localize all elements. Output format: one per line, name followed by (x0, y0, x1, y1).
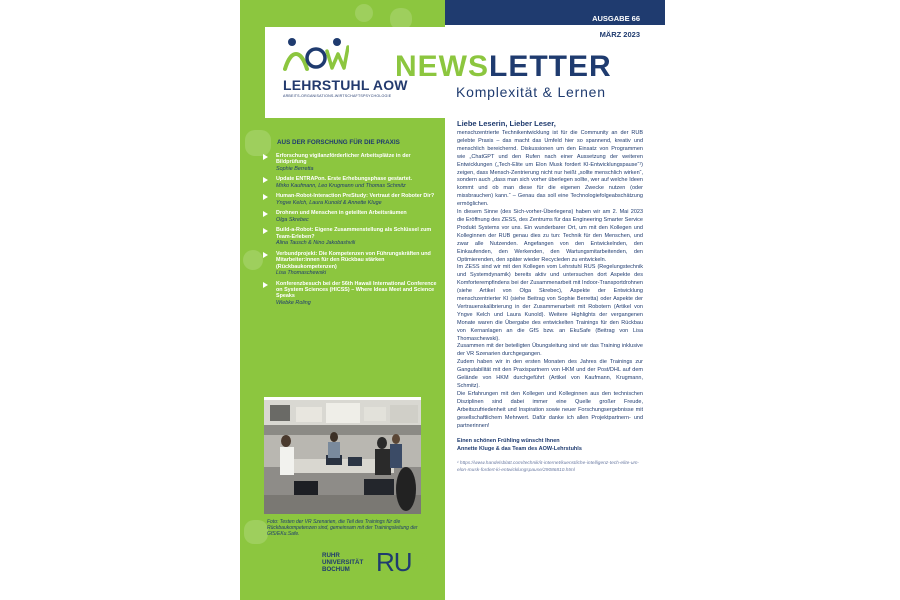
triangle-bullet-icon (263, 211, 268, 217)
triangle-bullet-icon (263, 194, 268, 200)
masthead-subtitle: Komplexität & Lernen (456, 84, 606, 100)
triangle-bullet-icon (263, 228, 268, 234)
masthead-title-letter: LETTER (489, 50, 612, 83)
aow-logo-mark-icon (283, 35, 349, 75)
letter-greeting: Liebe Leserin, Lieber Leser, (457, 119, 556, 128)
letter-body (457, 130, 643, 430)
university-name-line: BOCHUM (322, 566, 350, 574)
university-name-line: UNIVERSITÄT (322, 559, 364, 567)
letter-paragraph: Die Erfahrungen mit den Kollegen und Kolleginnen aus den technischen Disziplinen sind dabei immer eine Quelle großer Freude, Arbeitszufriedenheit und Inspiration sowie neuer Forschungsergebnisse mit gesellschaftlichem Mehrwert. Dafür danke ich allen Projektpartnern- und partnerinnen! (457, 390, 643, 429)
letter-paragraph: In diesem Sinne (des Sich-vorher-Überlegens) haben wir am 2. Mai 2023 die Eröffnung des ZESS, des Zentrums für das Engineering Smarter Service Produkt Systems vor uns. Ein wunderbarer Ort, um mit den Kollegen und Kolleginnen der RUB genau dies zu tun: Technik für den Menschen, und zwar alle Nutzenden. Angefangen von den Entwickelnden, den Einkaufenden, den Werkenden, den Wartungsmitarbeitenden, den Optimierenden, den später wieder Recycleden zu entwickeln. (457, 209, 643, 263)
toc-item[interactable] (260, 153, 440, 172)
toc-item[interactable] (260, 193, 440, 206)
triangle-bullet-icon (263, 154, 268, 160)
letter-paragraph: Zusammen mit der beteiligten Übungsleitung sind wir das Training inklusive der VR Szenarien durchgegangen. (457, 343, 643, 358)
vr-training-photo (264, 397, 421, 514)
toc-item-title: Verbundprojekt: Die Kompetenzen von Führungskräften und Mitarbeiter:innen für den Rückbau stärken (Rückbaukompetenzen) (276, 250, 431, 270)
footnote-link[interactable]: ¹ https://www.handelsblatt.com/technik/it-internet/kuenstliche-intelligenz-tech-elite-um-elon-musk-fordert-ki-entwicklungspause/29086810.html (457, 461, 640, 473)
hexagon-pattern (244, 520, 268, 544)
photo-illustration (264, 397, 421, 514)
letter-paragraph: menschzentrierte Technikentwicklung ist für die Community an der RUB gelebte Praxis – das macht das Umfeld hier so spannend, kreativ und menschlich bereichernd. Diskussionen um den Einsatz von Programmen wie „ChatGPT und den Rufen nach einer Aussetzung der weiteren Entwicklungen („Tech-Elite um Elon Musk fordert KI-Entwicklungspause“¹) zeigen, dass Mensch-Zentrierung nicht nur heißt „sollte menschlich wirken“, sondern auch „dass man sich vorher überlegen sollte, wer auf welche Ideen kommt und ob man diese für die eigenen Zwecke nutzen (oder missbrauchen) kann.“ – Genau das soll eine Technologiefolgeabschätzung ermöglichen. (457, 130, 643, 208)
university-name-line: RUHR (322, 552, 340, 559)
toc-heading: AUS DER FORSCHUNG FÜR DIE PRAXIS (277, 139, 400, 146)
toc-item-authors: Mirko Kaufmann, Leo Krugmann und Thomas Schmitz (276, 182, 406, 189)
toc-item-authors: Yngve Kelch, Laura Kunold & Annette Kluge (276, 199, 382, 206)
newsletter-page (240, 0, 665, 600)
masthead-title (395, 50, 612, 84)
toc-item-authors: Lisa Thomaschewski (276, 270, 327, 277)
hexagon-pattern (355, 4, 373, 22)
toc-item-title: Erforschung vigilanzförderlicher Arbeitsplätze in der Bildprüfung (276, 153, 411, 166)
table-of-contents (260, 153, 440, 310)
toc-item[interactable] (260, 281, 440, 307)
triangle-bullet-icon (263, 252, 268, 258)
issue-number: AUSGABE 66 (592, 14, 640, 23)
rub-logo-b: B (411, 547, 428, 577)
photo-caption: Foto: Testen der VR Szenarien, die Teil des Trainings für die Rückbaukompetenzen sind, gemeinsam mit der Trainingsleitung der GfS/EKu.Safe. (267, 519, 418, 538)
rub-logo (376, 547, 428, 578)
issue-date: MÄRZ 2023 (599, 30, 640, 39)
toc-item-title: Build-a-Robot: Eigene Zusammenstellung als Schlüssel zum Team-Erleben? (276, 227, 432, 240)
toc-item-title: Drohnen und Menschen in geteilten Arbeitsräumen (276, 210, 407, 217)
logo-title: LEHRSTUHL AOW (283, 77, 408, 93)
toc-item[interactable] (260, 210, 440, 223)
masthead-title-news: NEWS (395, 50, 489, 83)
toc-item-authors: Sophie Berretta (276, 165, 314, 172)
letter-closing (457, 437, 643, 453)
university-name (322, 552, 363, 574)
left-sidebar (240, 0, 445, 600)
toc-item[interactable] (260, 251, 440, 277)
closing-signature: Annette Kluge & das Team des AOW-Lehrstuhls (457, 446, 582, 453)
toc-item[interactable] (260, 176, 440, 189)
toc-item[interactable] (260, 227, 440, 246)
letter-paragraph: Zudem haben wir in den ersten Monaten des Jahres die Trainings zur Gangutabilität mit den Praxispartnern von HKM und der Post/DHL auf dem Gelände von HKM durchgeführt (Artikel von Kaufmann, Krugmann, Schmitz). (457, 359, 643, 389)
triangle-bullet-icon (263, 282, 268, 288)
toc-item-authors: Wiebke Roling (276, 299, 311, 306)
triangle-bullet-icon (263, 177, 268, 183)
rub-logo-ru: RU (376, 547, 412, 577)
toc-item-title: Konferenzbesuch bei der 56th Hawaii International Conference on System Sciences (HICSS) – Where Ideas Meet and Science Speaks (276, 280, 437, 300)
toc-item-title: Human-Robot-Interaction PreStudy: Vertraut der Roboter Dir? (276, 193, 435, 200)
logo-subtitle: ARBEITS-ORGANISATIONS-WIRTSCHAFTSPSYCHOLOGIE (283, 94, 392, 98)
closing-line: Einen schönen Frühling wünscht Ihnen (457, 438, 560, 445)
editorial-letter (457, 119, 643, 474)
letter-paragraph: Im ZESS sind wir mit den Kollegen vom Lehrstuhl RUS (Regelungstechnik und Systemdynamik) bereits aktiv und untersuchen dort Aspekte des Komforterempfindens bei der Zusammenarbeit mit Indoor-Transportdrohnen (siehe Artikel von Olga Skrebec), Aspekte der Entwicklung menschzentrierter KI (siehe Beitrag von Sophie Berretta) oder Aspekte der Vertrauenskalibrierung in der Zusammenarbeit mit Robotern (Artikel von Yngve Kelch und Laura Kunold). Weitere Highlights der vergangenen Monate waren die Übergabe des entwickelten Trainings für den Rückbau von Kernanlagen an die GfS bzw. an EkuSafe (Beitrag von Lisa Thomaschewski). (457, 264, 643, 342)
toc-item-authors: Alina Tausch & Nino Jakobashvili (276, 240, 356, 247)
toc-item-title: Update ENTRAPon. Erste Erhebungsphase gestartet. (276, 176, 412, 183)
toc-item-authors: Olga Skrebec (276, 216, 309, 223)
